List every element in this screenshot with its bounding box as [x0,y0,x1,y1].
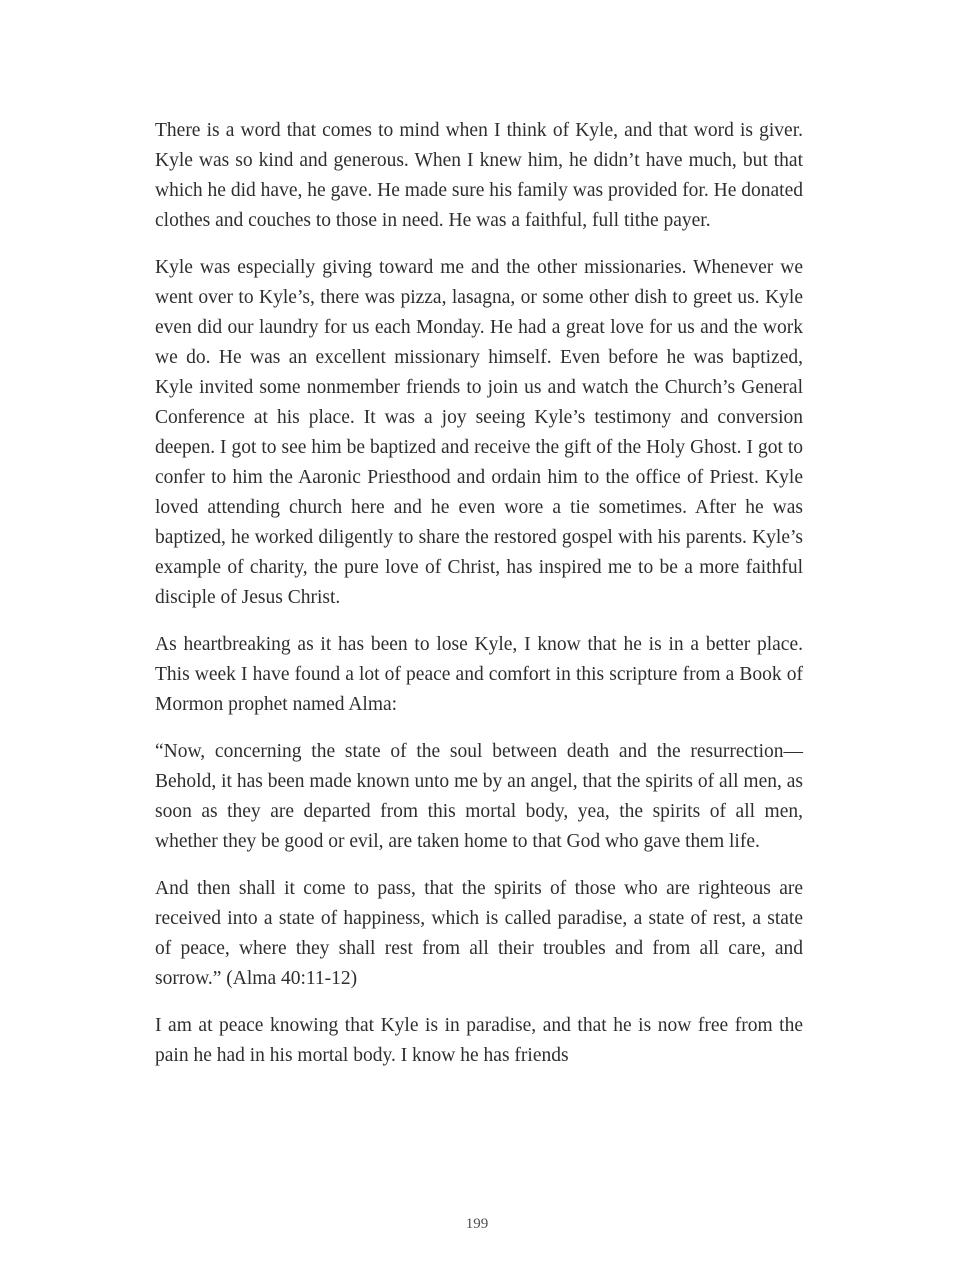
paragraph-4-scripture-quote: “Now, concerning the state of the soul between death and the resurrection—Behold, it has been made known unto me by an angel, that the spirits of all men, as soon as they are departed from this mortal body, yea, the spirits of all men, whether they be good or evil, are taken home to that God who gave them life. [155,741,803,852]
page-number: 199 [465,1216,489,1232]
paragraph-6: I am at peace knowing that Kyle is in paradise, and that he is now free from the pain he had in his mortal body. I know he has friends [155,1015,803,1066]
paragraph-2: Kyle was especially giving toward me and the other missionaries. Whenever we went over to Kyle’s, there was pizza, lasagna, or some other dish to greet us. Kyle even did our laundry for us each Monday. He had a great love for us and the work we do. He was an excellent missionary himself. Even before he was baptized, Kyle invited some nonmember friends to join us and watch the Church’s General Conference at his place. It was a joy seeing Kyle’s testimony and conversion deepen. I got to see him be baptized and receive the gift of the Holy Ghost. I got to confer to him the Aaronic Priesthood and ordain him to the office of Priest. Kyle loved attending church here and he even wore a tie sometimes. After he was baptized, he worked diligently to share the restored gospel with his parents. Kyle’s example of charity, the pure love of Christ, has inspired me to be a more faithful disciple of Jesus Christ. [155,257,803,608]
paragraph-3: As heartbreaking as it has been to lose Kyle, I know that he is in a better place. This week I have found a lot of peace and comfort in this scripture from a Book of Mormon prophet named Alma: [155,634,803,715]
paragraph-5-scripture-quote: And then shall it come to pass, that the spirits of those who are righteous are received into a state of happiness, which is called paradise, a state of rest, a state of peace, where they shall rest from all their troubles and from all care, and sorrow.” (Alma 40:11-12) [155,878,803,989]
page-footer [0,1215,954,1233]
paragraph-1: There is a word that comes to mind when I think of Kyle, and that word is giver. Kyle was so kind and generous. When I knew him, he didn’t have much, but that which he did have, he gave. He made sure his family was provided for. He donated clothes and couches to those in need. He was a faithful, full tithe payer. [155,120,803,231]
page-content [155,116,803,1088]
